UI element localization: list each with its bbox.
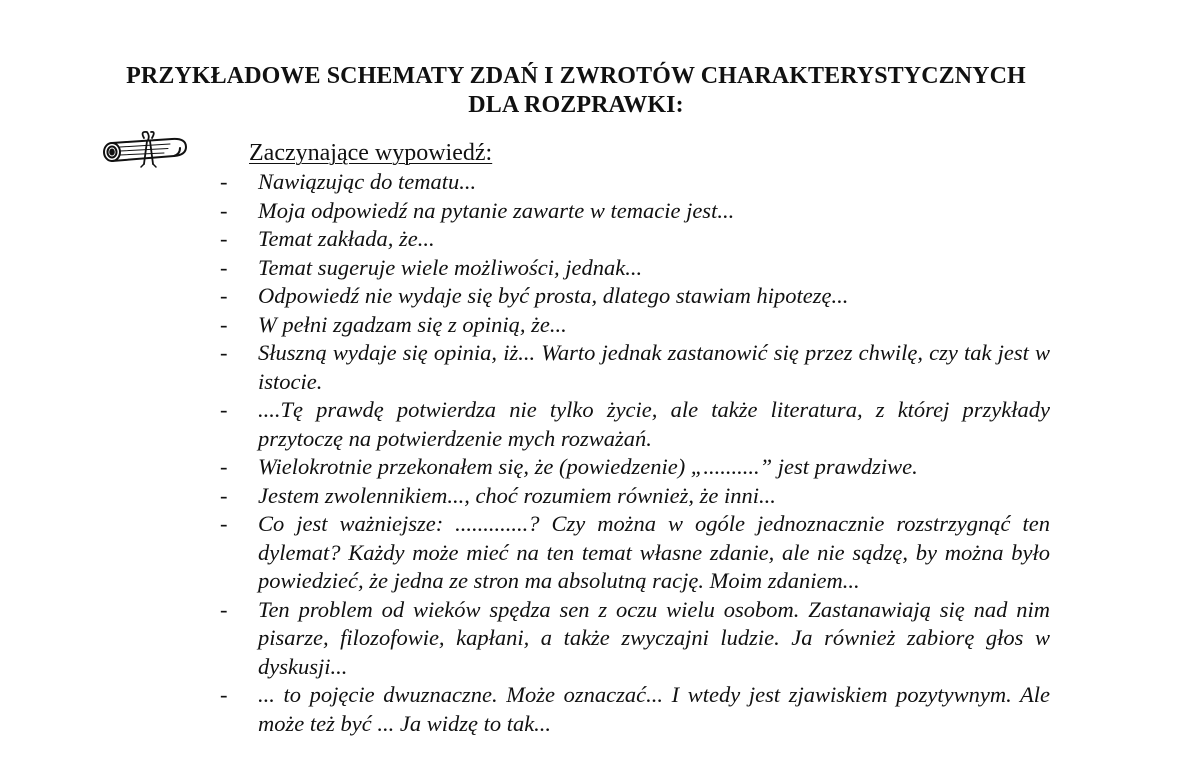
list-item-text: Temat zakłada, że... — [258, 226, 435, 251]
bullet-dash: - — [220, 340, 228, 365]
bullet-dash: - — [220, 197, 228, 223]
list-item — [220, 396, 1050, 453]
list-item — [220, 197, 1050, 226]
list-item — [220, 254, 1050, 283]
bullet-dash: - — [220, 169, 228, 194]
list-item-text: Jestem zwolennikiem..., choć rozumiem również, że inni... — [258, 482, 776, 508]
list-item-text: Ten problem od wieków spędza sen z oczu wielu osobom. Zastanawiają się nad nim pisarze, filozofowie, kapłani, a także zwyczajni ludzie. Ja również zabiorę głos w dyskusji... — [258, 596, 1050, 679]
list-item-text: W pełni zgadzam się z opinią, że... — [258, 311, 567, 337]
bullet-dash: - — [220, 596, 228, 622]
bullet-dash: - — [220, 283, 228, 308]
document-title — [0, 62, 1152, 120]
title-line-1: PRZYKŁADOWE SCHEMATY ZDAŃ I ZWROTÓW CHARAKTERYSTYCZNYCH — [126, 63, 1026, 89]
scroll-icon — [100, 130, 192, 170]
bullet-dash: - — [220, 254, 228, 280]
section-heading: Zaczynające wypowiedź: — [249, 140, 493, 166]
list-item — [220, 453, 1050, 482]
list-item — [220, 282, 1050, 311]
list-item-text: Wielokrotnie przekonałem się, że (powiedzenie) „..........” jest prawdziwe. — [258, 454, 918, 479]
list-item-text: Słuszną wydaje się opinia, iż... Warto jednak zastanowić się przez chwilę, czy tak jest w istocie. — [258, 340, 1050, 394]
bullet-dash: - — [220, 682, 228, 707]
bullet-dash: - — [220, 454, 228, 479]
list-item-text: Odpowiedź nie wydaje się być prosta, dlatego stawiam hipotezę... — [258, 283, 849, 308]
list-item — [220, 225, 1050, 254]
bullet-dash: - — [220, 511, 228, 536]
list-item-text: ... to pojęcie dwuznaczne. Może oznaczać... I wtedy jest zjawiskiem pozytywnym. Ale może też być ... Ja widzę to tak... — [258, 682, 1050, 736]
list-item-text: Nawiązując do tematu... — [258, 169, 477, 194]
list-item — [220, 596, 1050, 682]
phrase-list — [220, 168, 1050, 738]
list-item-text: ....Tę prawdę potwierdza nie tylko życie, ale także literatura, z której przykłady przytoczę na potwierdzenie mych rozważań. — [258, 397, 1050, 451]
bullet-dash: - — [220, 397, 228, 422]
list-item — [220, 681, 1050, 738]
bullet-dash: - — [220, 311, 228, 337]
list-item — [220, 311, 1050, 340]
bullet-dash: - — [220, 226, 228, 251]
list-item-text: Temat sugeruje wiele możliwości, jednak... — [258, 254, 643, 280]
list-item — [220, 510, 1050, 596]
title-line-2: DLA ROZPRAWKI: — [468, 92, 684, 118]
bullet-dash: - — [220, 482, 228, 508]
list-item-text: Moja odpowiedź na pytanie zawarte w temacie jest... — [258, 197, 735, 223]
list-item — [220, 339, 1050, 396]
list-item — [220, 168, 1050, 197]
list-item-text: Co jest ważniejsze: .............? Czy można w ogóle jednoznacznie rozstrzygnąć ten dylemat? Każdy może mieć na ten temat własne zdanie, ale nie sądzę, by można było powiedzieć, że jedna ze stron ma absolutną rację. Moim zdaniem... — [258, 511, 1050, 593]
list-item — [220, 482, 1050, 511]
